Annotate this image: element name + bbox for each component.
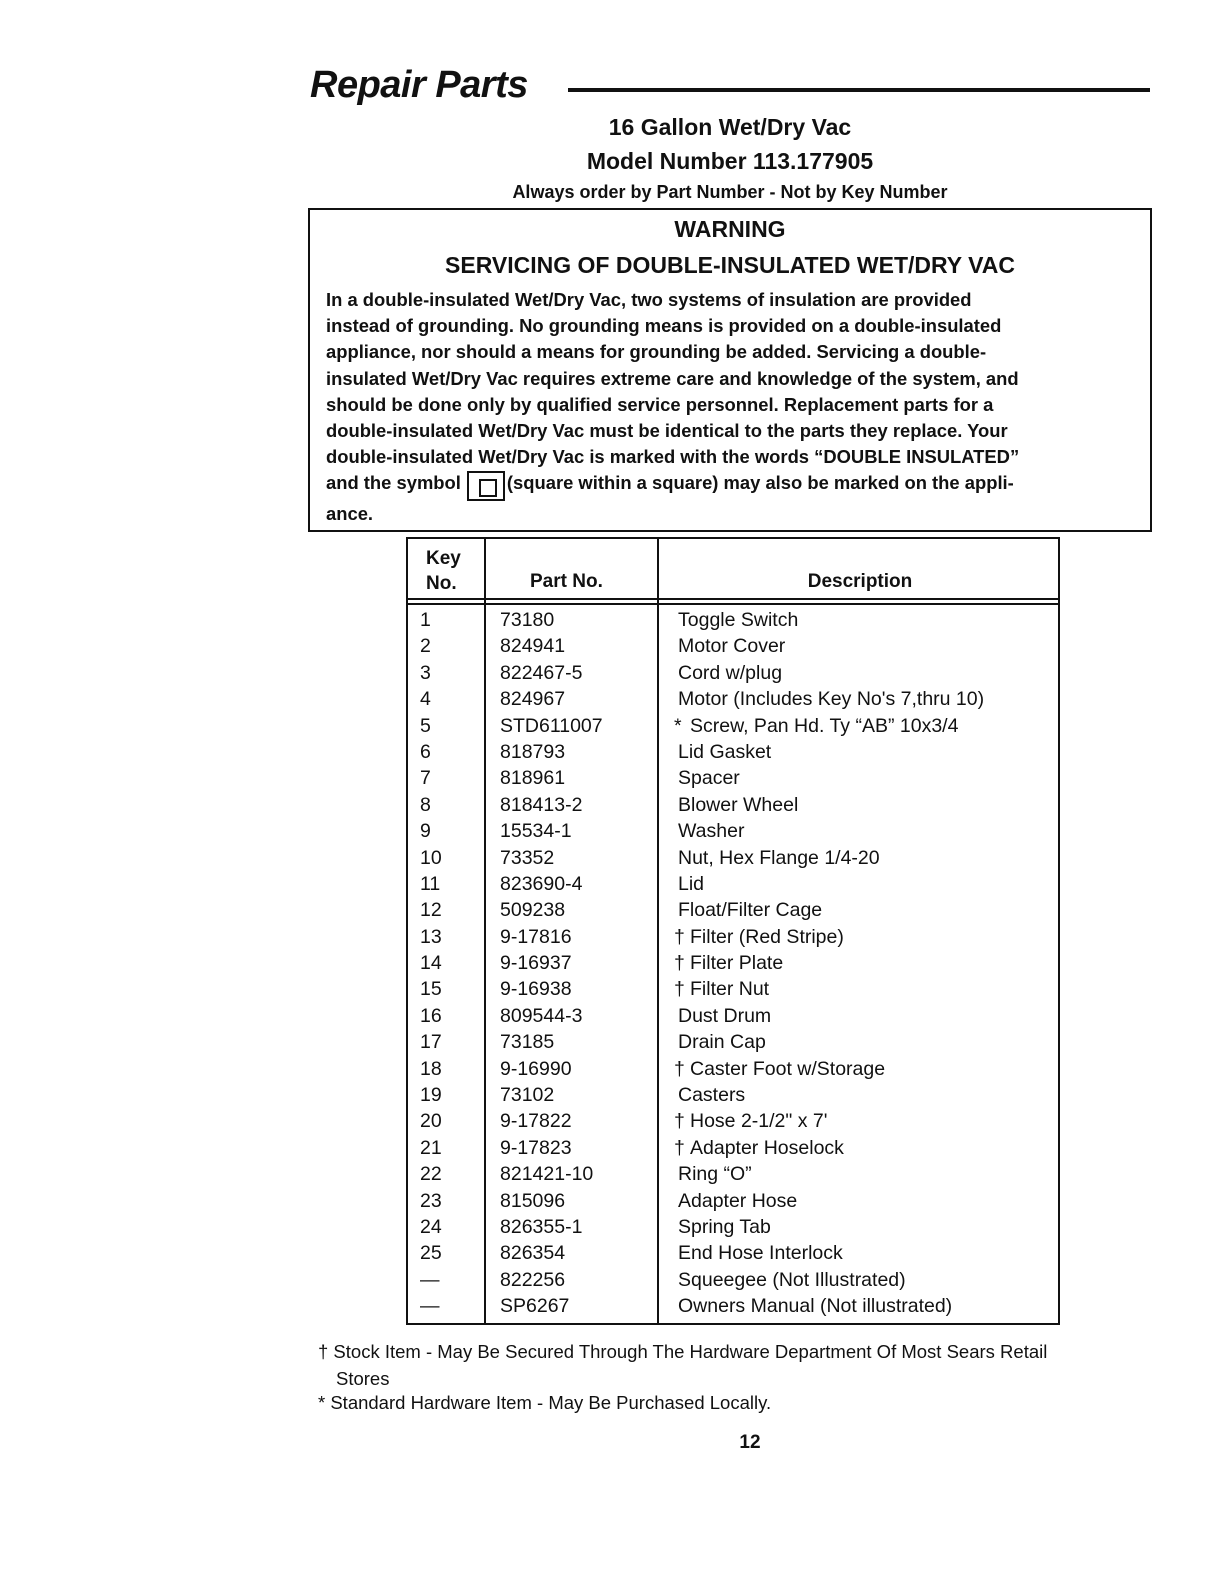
part-number-cell: 815096: [500, 1189, 566, 1212]
header-rule: [408, 598, 1058, 600]
key-cell: 17: [420, 1031, 442, 1054]
key-cell: 3: [420, 661, 431, 684]
description-cell: Caster Foot w/Storage: [690, 1057, 886, 1080]
footnote-mark: †: [674, 1136, 685, 1159]
part-number-cell: 824941: [500, 635, 566, 658]
table-row: [408, 1267, 1058, 1293]
warning-box: [308, 208, 1152, 532]
key-cell: 2: [420, 635, 431, 658]
table-row: [408, 1082, 1058, 1108]
part-number-cell: 73180: [500, 609, 555, 631]
table-row: [408, 1188, 1058, 1214]
header-part-no: Part No.: [530, 571, 603, 592]
table-row: [408, 1029, 1058, 1055]
description-cell: Hose 2-1/2" x 7': [690, 1110, 828, 1133]
description-cell: Blower Wheel: [678, 793, 799, 816]
table-row: [408, 1293, 1058, 1319]
key-cell: —: [420, 1268, 440, 1291]
description-cell: Squeegee (Not Illustrated): [678, 1268, 906, 1291]
warning-line: double-insulated Wet/Dry Vac must be identical to the parts they replace. Your: [326, 420, 1008, 442]
part-number-cell: 821421-10: [500, 1163, 594, 1186]
description-cell: Drain Cap: [678, 1031, 766, 1054]
table-row: [408, 1214, 1058, 1240]
description-cell: Filter Plate: [690, 952, 784, 975]
part-number-cell: 509238: [500, 899, 566, 922]
key-cell: 14: [420, 952, 442, 975]
description-cell: Cord w/plug: [678, 661, 783, 684]
part-number-cell: 9-16938: [500, 978, 572, 1001]
description-cell: Adapter Hose: [678, 1189, 798, 1212]
table-row: [408, 765, 1058, 791]
table-row: [408, 924, 1058, 950]
description-cell: Owners Manual (Not illustrated): [678, 1295, 953, 1318]
description-cell: Spring Tab: [678, 1215, 771, 1238]
header-key-no: Key No.: [426, 548, 461, 594]
part-number-cell: 9-16990: [500, 1057, 572, 1080]
table-row: [408, 1003, 1058, 1029]
key-cell: 12: [420, 899, 442, 922]
description-cell: Washer: [678, 820, 745, 843]
part-number-cell: 824967: [500, 688, 566, 711]
model-number: Model Number 113.177905: [586, 148, 874, 174]
footnote-stock-cont: Stores: [336, 1368, 390, 1389]
table-row: [408, 633, 1058, 659]
part-number-cell: 73352: [500, 846, 555, 869]
footnote-mark: †: [674, 1057, 685, 1080]
table-row: [408, 1108, 1058, 1134]
warning-heading: SERVICING OF DOUBLE-INSULATED WET/DRY VAC: [445, 252, 1015, 278]
table-row: [408, 845, 1058, 871]
warning-line: insulated Wet/Dry Vac requires extreme care and knowledge of the system, and: [326, 367, 1019, 389]
warning-line: appliance, nor should a means for grounding be added. Servicing a double-: [326, 341, 987, 363]
footnote-stock: † Stock Item - May Be Secured Through The Hardware Department Of Most Sears Retail: [318, 1341, 1048, 1362]
table-row: [408, 1056, 1058, 1082]
part-number-cell: 809544-3: [500, 1004, 583, 1027]
description-cell: Toggle Switch: [678, 609, 799, 631]
product-name: 16 Gallon Wet/Dry Vac: [608, 114, 852, 140]
warning-line: In a double-insulated Wet/Dry Vac, two systems of insulation are provided: [326, 289, 972, 310]
key-cell: 6: [420, 740, 431, 763]
order-note: Always order by Part Number - Not by Key Number: [512, 182, 948, 202]
part-number-cell: 9-17822: [500, 1110, 572, 1133]
description-cell: Float/Filter Cage: [678, 899, 823, 922]
key-cell: 19: [420, 1084, 442, 1107]
key-cell: 1: [420, 609, 431, 631]
key-cell: 20: [420, 1110, 442, 1133]
description-cell: Filter Nut: [690, 978, 770, 1001]
table-row: [408, 607, 1058, 633]
part-number-cell: 818793: [500, 740, 566, 763]
table-row: [408, 950, 1058, 976]
description-cell: Screw, Pan Hd. Ty “AB” 10x3/4: [690, 714, 959, 737]
key-cell: 18: [420, 1057, 442, 1080]
key-cell: 13: [420, 925, 442, 948]
part-number-cell: 826355-1: [500, 1215, 583, 1238]
page-title: Repair Parts: [310, 64, 528, 106]
header-rule: [408, 603, 1058, 605]
part-number-cell: 73185: [500, 1031, 555, 1054]
part-number-cell: 818413-2: [500, 793, 583, 816]
warning-line: [326, 470, 1140, 501]
part-number-cell: STD611007: [500, 714, 603, 737]
part-number-cell: 9-16937: [500, 952, 572, 975]
description-cell: Lid Gasket: [678, 740, 772, 763]
part-number-cell: 9-17823: [500, 1136, 572, 1159]
key-cell: 5: [420, 714, 431, 737]
table-row: [408, 713, 1058, 739]
key-cell: 9: [420, 820, 431, 843]
warning-line: should be done only by qualified service personnel. Replacement parts for a: [326, 393, 994, 415]
part-number-cell: 9-17816: [500, 925, 572, 948]
key-cell: 25: [420, 1242, 442, 1265]
description-cell: Motor (Includes Key No's 7,thru 10): [678, 688, 985, 711]
table-row: [408, 1240, 1058, 1266]
description-cell: Casters: [678, 1084, 746, 1107]
warning-line-text: and the symbol: [326, 472, 461, 494]
key-cell: 16: [420, 1004, 442, 1027]
footnote-mark: †: [674, 952, 685, 975]
key-cell: 4: [420, 688, 431, 711]
description-cell: Lid: [678, 872, 705, 895]
description-cell: Adapter Hoselock: [690, 1136, 844, 1159]
footnote-mark: †: [674, 925, 685, 948]
part-number-cell: 826354: [500, 1242, 566, 1265]
warning-line: ance.: [326, 503, 374, 525]
key-cell: 21: [420, 1136, 442, 1159]
table-row: [408, 976, 1058, 1002]
warning-title: WARNING: [674, 216, 786, 242]
description-cell: Filter (Red Stripe): [690, 925, 844, 948]
title-rule: [568, 88, 1150, 92]
key-cell: 7: [420, 767, 431, 790]
double-insulated-symbol-icon: [467, 471, 505, 501]
warning-line: double-insulated Wet/Dry Vac is marked with the words “DOUBLE INSULATED”: [326, 446, 1020, 468]
footnote-mark: †: [674, 978, 685, 1001]
key-cell: 15: [420, 978, 442, 1001]
header-description: Description: [807, 571, 913, 592]
key-cell: 22: [420, 1163, 442, 1186]
warning-body: [326, 287, 1140, 528]
table-row: [408, 897, 1058, 923]
table-body: [408, 607, 1058, 1320]
description-cell: Spacer: [678, 767, 740, 790]
footnote-standard: * Standard Hardware Item - May Be Purchased Locally.: [318, 1392, 772, 1413]
table-row: [408, 660, 1058, 686]
part-number-cell: 822467-5: [500, 661, 583, 684]
table-row: [408, 792, 1058, 818]
table-row: [408, 686, 1058, 712]
key-cell: 24: [420, 1215, 442, 1238]
part-number-cell: 15534-1: [500, 820, 572, 843]
description-cell: End Hose Interlock: [678, 1242, 843, 1265]
part-number-cell: SP6267: [500, 1295, 570, 1318]
part-number-cell: 818961: [500, 767, 566, 790]
key-cell: 23: [420, 1189, 442, 1212]
footnote-mark: *: [674, 714, 682, 737]
table-row: [408, 739, 1058, 765]
key-cell: 10: [420, 846, 442, 869]
description-cell: Dust Drum: [678, 1004, 772, 1027]
warning-line: instead of grounding. No grounding means is provided on a double-insulated: [326, 315, 1002, 337]
warning-line-text: (square within a square) may also be marked on the appli-: [506, 472, 1014, 494]
table-row: [408, 1161, 1058, 1187]
description-cell: Ring “O”: [678, 1163, 752, 1186]
part-number-cell: 823690-4: [500, 872, 583, 895]
key-cell: 8: [420, 793, 431, 816]
parts-table: [406, 537, 1060, 1325]
key-cell: 11: [420, 872, 441, 895]
page-number: 12: [739, 1432, 761, 1453]
table-row: [408, 1135, 1058, 1161]
part-number-cell: 73102: [500, 1084, 555, 1107]
table-row: [408, 871, 1058, 897]
table-row: [408, 818, 1058, 844]
footnote-mark: †: [674, 1110, 685, 1133]
description-cell: Nut, Hex Flange 1/4-20: [678, 846, 880, 869]
description-cell: Motor Cover: [678, 635, 786, 658]
key-cell: —: [420, 1295, 440, 1318]
part-number-cell: 822256: [500, 1268, 566, 1291]
